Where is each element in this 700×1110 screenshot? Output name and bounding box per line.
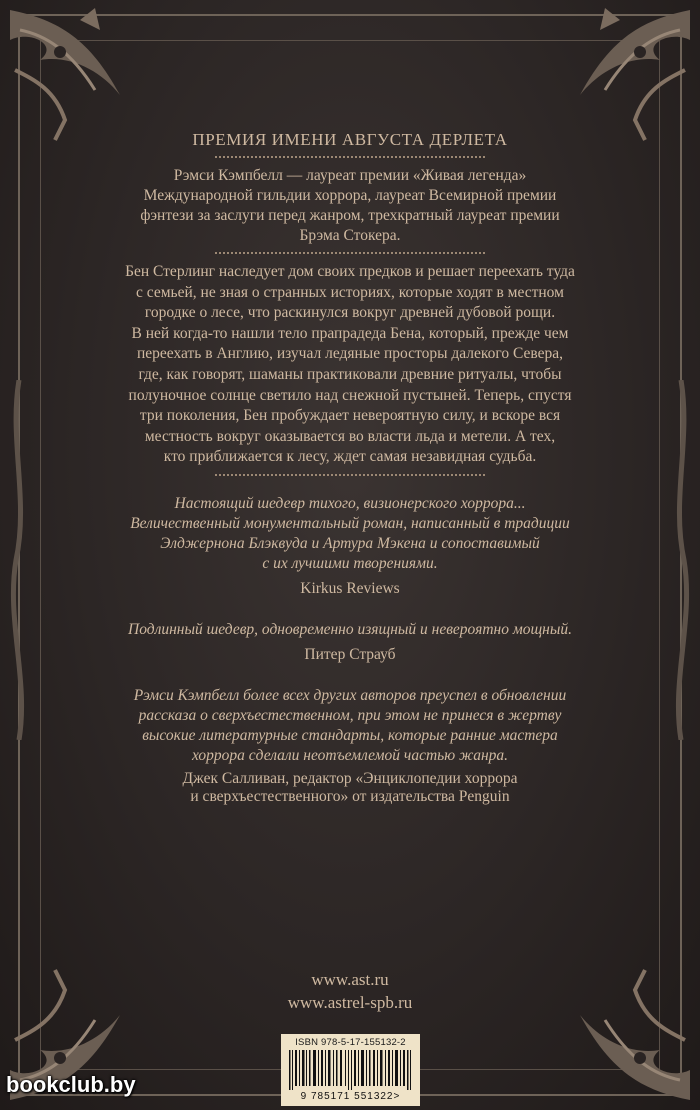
publisher-urls — [0, 968, 700, 1014]
quote-line: Величественный монументальный роман, написанный в традиции — [130, 514, 570, 532]
bio-line: Брэма Стокера. — [299, 227, 401, 244]
cover-text — [60, 120, 640, 806]
quote-source: и сверхъестественного» от издательства Penguin — [190, 787, 510, 805]
review-quote — [60, 620, 640, 664]
url-link[interactable]: www.astrel-spb.ru — [287, 993, 413, 1012]
quote-line: Настоящий шедевр тихого, визионерского хоррора... — [174, 494, 526, 512]
quote-line: высокие литературные стандарты, которые ранние мастера — [142, 726, 558, 744]
quote-line: с их лучшими творениями. — [262, 554, 438, 572]
bio-line: фэнтези за заслуги перед жанром, трехкратный лауреат премии — [140, 207, 560, 224]
barcode-label — [281, 1034, 420, 1106]
watermark: bookclub.by — [6, 1072, 136, 1097]
synopsis-line: В ней когда-то нашли тело прапрадеда Бена, который, прежде чем — [131, 324, 569, 342]
synopsis-line: местность вокруг оказывается во власти льда и метели. А тех, — [144, 427, 556, 445]
side-ornament-right — [666, 380, 696, 740]
synopsis-line: с семьей, не зная о странных историях, которые ходят в местном — [136, 283, 564, 301]
ean-number: 9 785171 551322 — [300, 1091, 394, 1102]
synopsis-line: городке о лесе, что раскинулся вокруг древней дубовой рощи. — [144, 304, 556, 322]
synopsis-line: Бен Стерлинг наследует дом своих предков и решает переехать туда — [125, 263, 575, 280]
review-quote — [60, 494, 640, 598]
award-heading: ПРЕМИЯ ИМЕНИ АВГУСТА ДЕРЛЕТА — [192, 130, 508, 149]
side-ornament-left — [4, 380, 34, 740]
divider — [215, 252, 485, 254]
quote-source: Питер Страуб — [304, 645, 396, 663]
bio-line: Рэмси Кэмпбелл — лауреат премии «Живая легенда» — [173, 167, 527, 184]
ean-digits — [287, 1091, 414, 1102]
divider — [215, 474, 485, 476]
barcode-icon — [287, 1050, 414, 1090]
quote-line: Элджернона Блэквуда и Артура Мэкена и сопоставимый — [160, 534, 540, 552]
synopsis-line: переехать в Англию, изучал ледяные просторы далекого Севера, — [136, 345, 564, 363]
quote-line: рассказа о сверхъестественном, при этом не принеся в жертву — [138, 706, 562, 724]
quote-source: Джек Салливан, редактор «Энциклопедии хоррора — [182, 769, 518, 787]
isbn-text: ISBN 978-5-17-155132-2 — [295, 1037, 406, 1048]
author-bio — [74, 166, 626, 246]
quote-line: Рэмси Кэмпбелл более всех других авторов преуспел в обновлении — [133, 686, 567, 704]
synopsis-line: полуночное солнце светило над снежной пустыней. Теперь, спустя — [128, 386, 572, 404]
quote-line: хоррора сделали неотъемлемой частью жанра. — [191, 746, 509, 764]
review-quote — [60, 686, 640, 806]
synopsis-line: где, как говорят, шаманы практиковали древние ритуалы, чтобы — [138, 365, 562, 383]
ean-suffix: > — [393, 1091, 401, 1102]
url-link[interactable]: www.ast.ru — [311, 970, 389, 989]
synopsis — [66, 262, 634, 468]
bio-line: Международной гильдии хоррора, лауреат Всемирной премии — [143, 187, 557, 204]
synopsis-line: кто приближается к лесу, ждет самая незавидная судьба. — [163, 448, 537, 466]
quote-line: Подлинный шедевр, одновременно изящный и невероятно мощный. — [128, 620, 572, 638]
synopsis-line: три поколения, Бен пробуждает невероятную силу, и вскоре вся — [139, 407, 561, 425]
divider — [215, 156, 485, 158]
quote-source: Kirkus Reviews — [300, 579, 400, 597]
